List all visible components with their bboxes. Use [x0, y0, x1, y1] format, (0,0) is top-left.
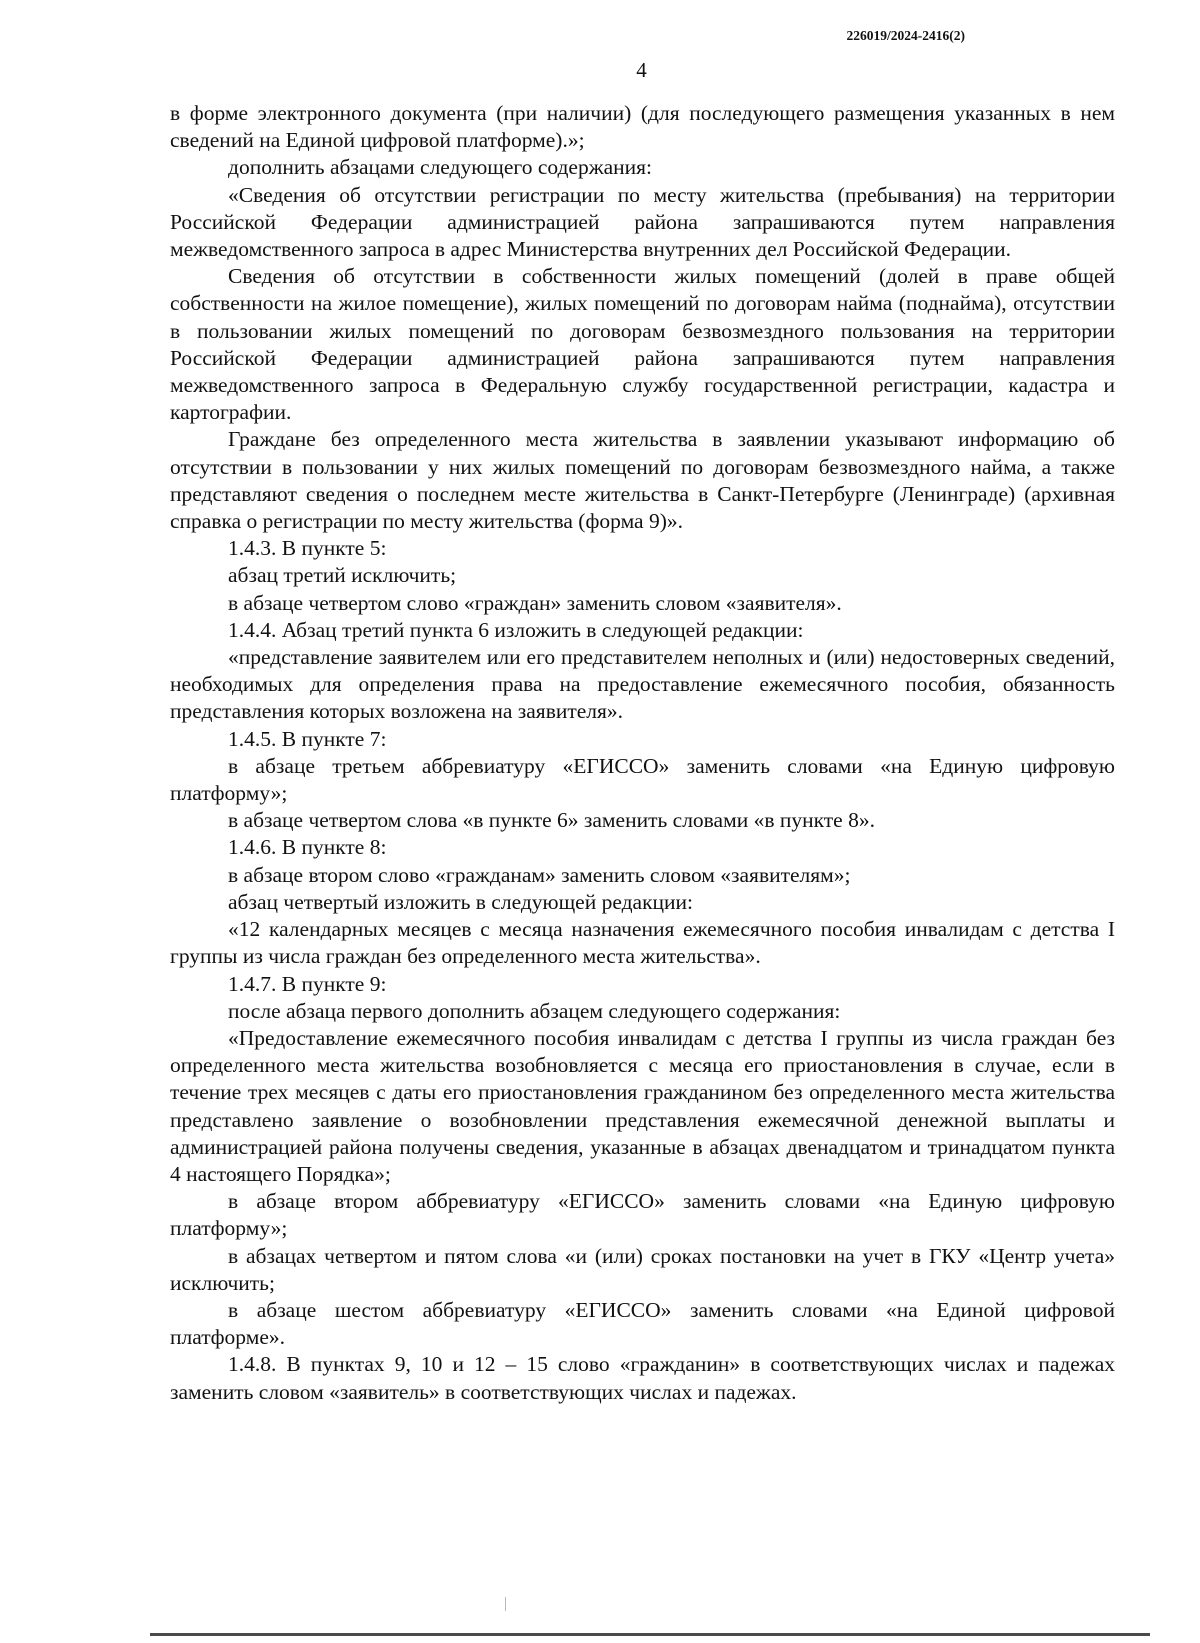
paragraph: «представление заявителем или его представителем неполных и (или) недостоверных сведений, необходимых для определения права на предоставление ежемесячного пособия, обязанность представления которых возложена на заявителя».: [170, 645, 1115, 724]
paragraph: «Сведения об отсутствии регистрации по месту жительства (пребывания) на территории Российской Федерации администрацией района запрашиваются путем направления межведомственного запроса в адрес Министерства внутренних дел Российской Федерации.: [170, 182, 1115, 262]
paragraph: 1.4.6. В пункте 8:: [228, 835, 387, 860]
paragraph: абзац четвертый изложить в следующей редакции:: [228, 889, 694, 914]
paragraph: Граждане без определенного места жительства в заявлении указывают информацию об отсутствии в пользовании у них жилых помещений по договорам безвозмездного найма, а также представляют сведения о последнем месте жительства в Санкт-Петербурге (Ленинграде) (архивная справка о регистрации по месту жительства (форма 9)».: [170, 427, 1115, 534]
paragraph: 1.4.3. В пункте 5:: [228, 536, 387, 561]
paragraph: в абзаце втором слово «гражданам» заменить словом «заявителям»;: [228, 862, 851, 887]
paragraph: 1.4.8. В пунктах 9, 10 и 12 – 15 слово «гражданин» в соответствующих числах и падежах заменить словом «заявитель» в соответствующих числах и падежах.: [170, 1352, 1115, 1404]
paragraph: 1.4.7. В пункте 9:: [228, 971, 387, 996]
scan-edge-line: [150, 1633, 1150, 1636]
paragraph: абзац третий исключить;: [228, 563, 457, 588]
document-number: 226019/2024-2416(2): [846, 28, 965, 43]
paragraph: дополнить абзацами следующего содержания:: [228, 155, 652, 180]
paragraph: 1.4.5. В пункте 7:: [228, 726, 387, 751]
paragraph: в абзаце четвертом слова «в пункте 6» заменить словами «в пункте 8».: [228, 808, 875, 833]
paragraph: «12 календарных месяцев с месяца назначения ежемесячного пособия инвалидам с детства I группы из числа граждан без определенного места жительства».: [170, 917, 1115, 969]
paragraph: в абзаце втором аббревиатуру «ЕГИССО» заменить словами «на Единую цифровую платформу»;: [170, 1189, 1115, 1241]
paragraph-continuation: в форме электронного документа (при наличии) (для последующего размещения указанных в нем сведений на Единой цифровой платформе).»;: [170, 101, 1115, 153]
paragraph: в абзаце третьем аббревиатуру «ЕГИССО» заменить словами «на Единую цифровую платформу»;: [170, 753, 1115, 806]
paragraph: «Предоставление ежемесячного пособия инвалидам с детства I группы из числа граждан без определенного места жительства возобновляется с месяца его приостановления в случае, если в течение трех месяцев с даты его приостановления гражданином без определенного места жительства представлено заявление о возобновлении представления ежемесячной денежной выплаты и администрацией района получены сведения, указанные в абзацах двенадцатом и тринадцатом пункта 4 настоящего Порядка»;: [170, 1025, 1115, 1186]
document-body: [170, 100, 1115, 1406]
paragraph: в абзаце четвертом слово «граждан» заменить словом «заявителя».: [228, 590, 842, 615]
paragraph: в абзаце шестом аббревиатуру «ЕГИССО» заменить словами «на Единой цифровой платформе».: [170, 1297, 1115, 1350]
paragraph: после абзаца первого дополнить абзацем следующего содержания:: [228, 998, 841, 1023]
paragraph: 1.4.4. Абзац третий пункта 6 изложить в следующей редакции:: [228, 617, 804, 642]
paragraph: Сведения об отсутствии в собственности жилых помещений (долей в праве общей собственности на жилое помещение), жилых помещений по договорам найма (поднайма), отсутствии в пользовании жилых помещений по договорам безвозмездного пользования на территории Российской Федерации администрацией района запрашиваются путем направления межведомственного запроса в Федеральную службу государственной регистрации, кадастра и картографии.: [170, 264, 1115, 425]
page-number: 4: [636, 58, 647, 82]
scan-artifact: [505, 1597, 506, 1611]
paragraph: в абзацах четвертом и пятом слова «и (или) сроках постановки на учет в ГКУ «Центр учета» исключить;: [170, 1243, 1115, 1295]
